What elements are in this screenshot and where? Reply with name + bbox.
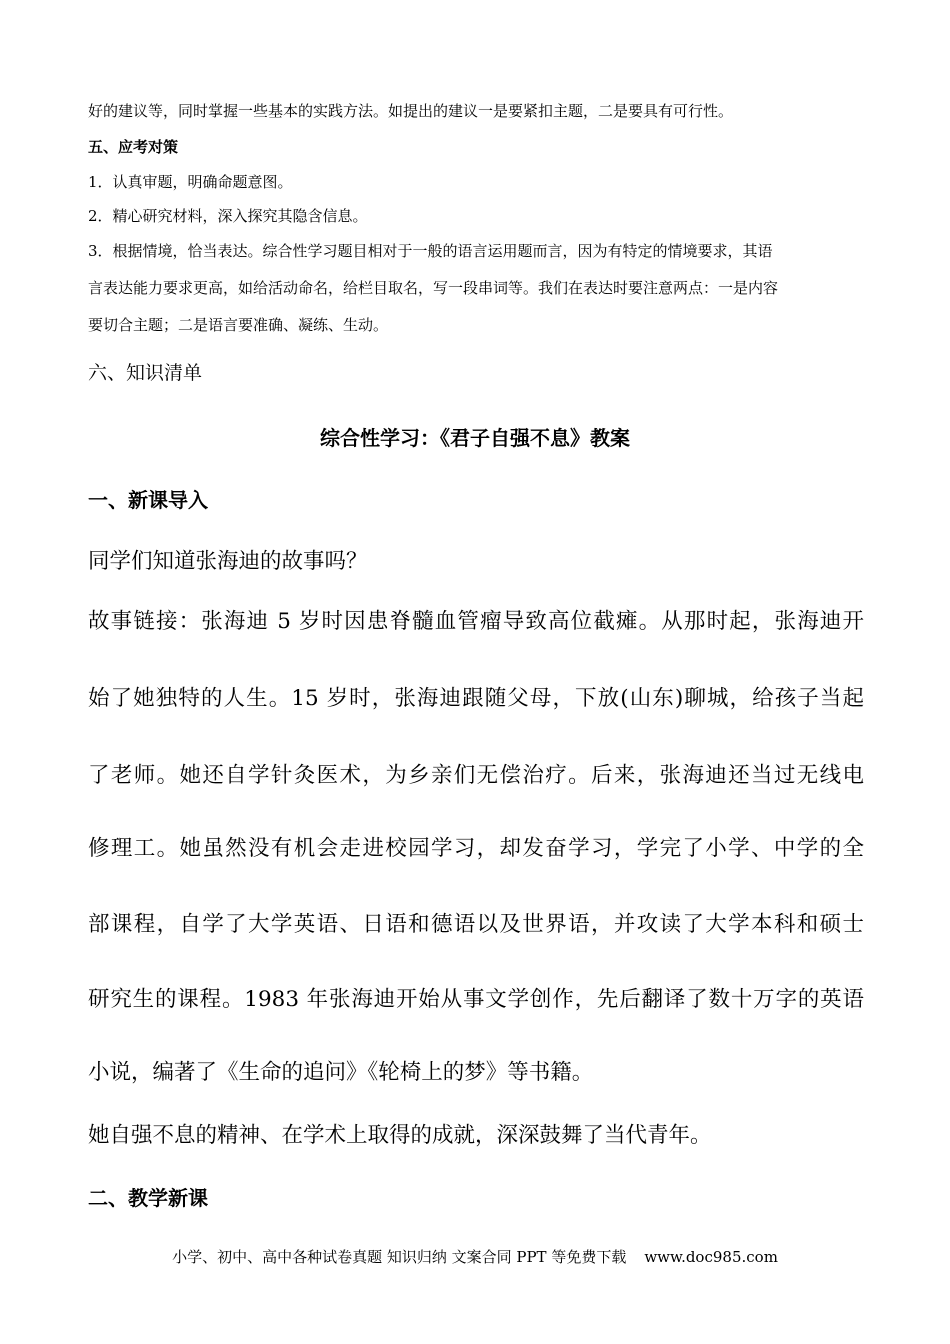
closing-sentence: 她自强不息的精神、在学术上取得的成就，深深鼓舞了当代青年。 <box>88 1123 712 1148</box>
section-heading-teach-new-lesson: 二、教学新课 <box>88 1186 208 1210</box>
story-line: 了老师。她还自学针灸医术，为乡亲们无偿治疗。后来，张海迪还当过无线电 <box>88 763 864 788</box>
list-item-2: 2．精心研究材料，深入探究其隐含信息。 <box>88 207 368 225</box>
footer-url[interactable]: www.doc985.com <box>644 1248 778 1266</box>
story-line: 研究生的课程。1983 年张海迪开始从事文学创作，先后翻译了数十万字的英语 <box>88 987 864 1012</box>
story-line: 小说，编著了《生命的追问》《轮椅上的梦》等书籍。 <box>88 1060 594 1085</box>
list-item-3-line-3: 要切合主题；二是语言要准确、凝练、生动。 <box>88 316 389 334</box>
section-heading-six: 六、知识清单 <box>88 362 203 384</box>
section-heading-new-lesson-intro: 一、新课导入 <box>88 488 208 512</box>
story-line: 修理工。她虽然没有机会走进校园学习，却发奋学习，学完了小学、中学的全 <box>88 836 864 861</box>
page-footer <box>0 1246 950 1267</box>
story-line: 故事链接：张海迪 5 岁时因患脊髓血管瘤导致高位截瘫。从那时起，张海迪开 <box>88 609 864 634</box>
section-heading-five: 五、应考对策 <box>88 138 179 156</box>
footer-text: 小学、初中、高中各种试卷真题 知识归纳 文案合同 PPT 等免费下载 <box>172 1248 627 1266</box>
story-line: 部课程，自学了大学英语、日语和德语以及世界语，并攻读了大学本科和硕士 <box>88 912 864 937</box>
list-item-3-line-1: 3．根据情境，恰当表达。综合性学习题目相对于一般的语言运用题而言，因为有特定的情境要求，其语 <box>88 242 773 260</box>
list-item-1: 1．认真审题，明确命题意图。 <box>88 173 293 191</box>
story-line: 始了她独特的人生。15 岁时，张海迪跟随父母，下放(山东)聊城，给孩子当起 <box>88 686 864 711</box>
intro-question: 同学们知道张海迪的故事吗？ <box>88 549 368 574</box>
list-item-3-line-2: 言表达能力要求更高，如给活动命名，给栏目取名，写一段串词等。我们在表达时要注意两点：一是内容 <box>88 279 779 297</box>
paragraph-line: 好的建议等，同时掌握一些基本的实践方法。如提出的建议一是要紧扣主题，二是要具有可行性。 <box>88 102 734 120</box>
lesson-title: 综合性学习：《君子自强不息》教案 <box>320 426 630 450</box>
